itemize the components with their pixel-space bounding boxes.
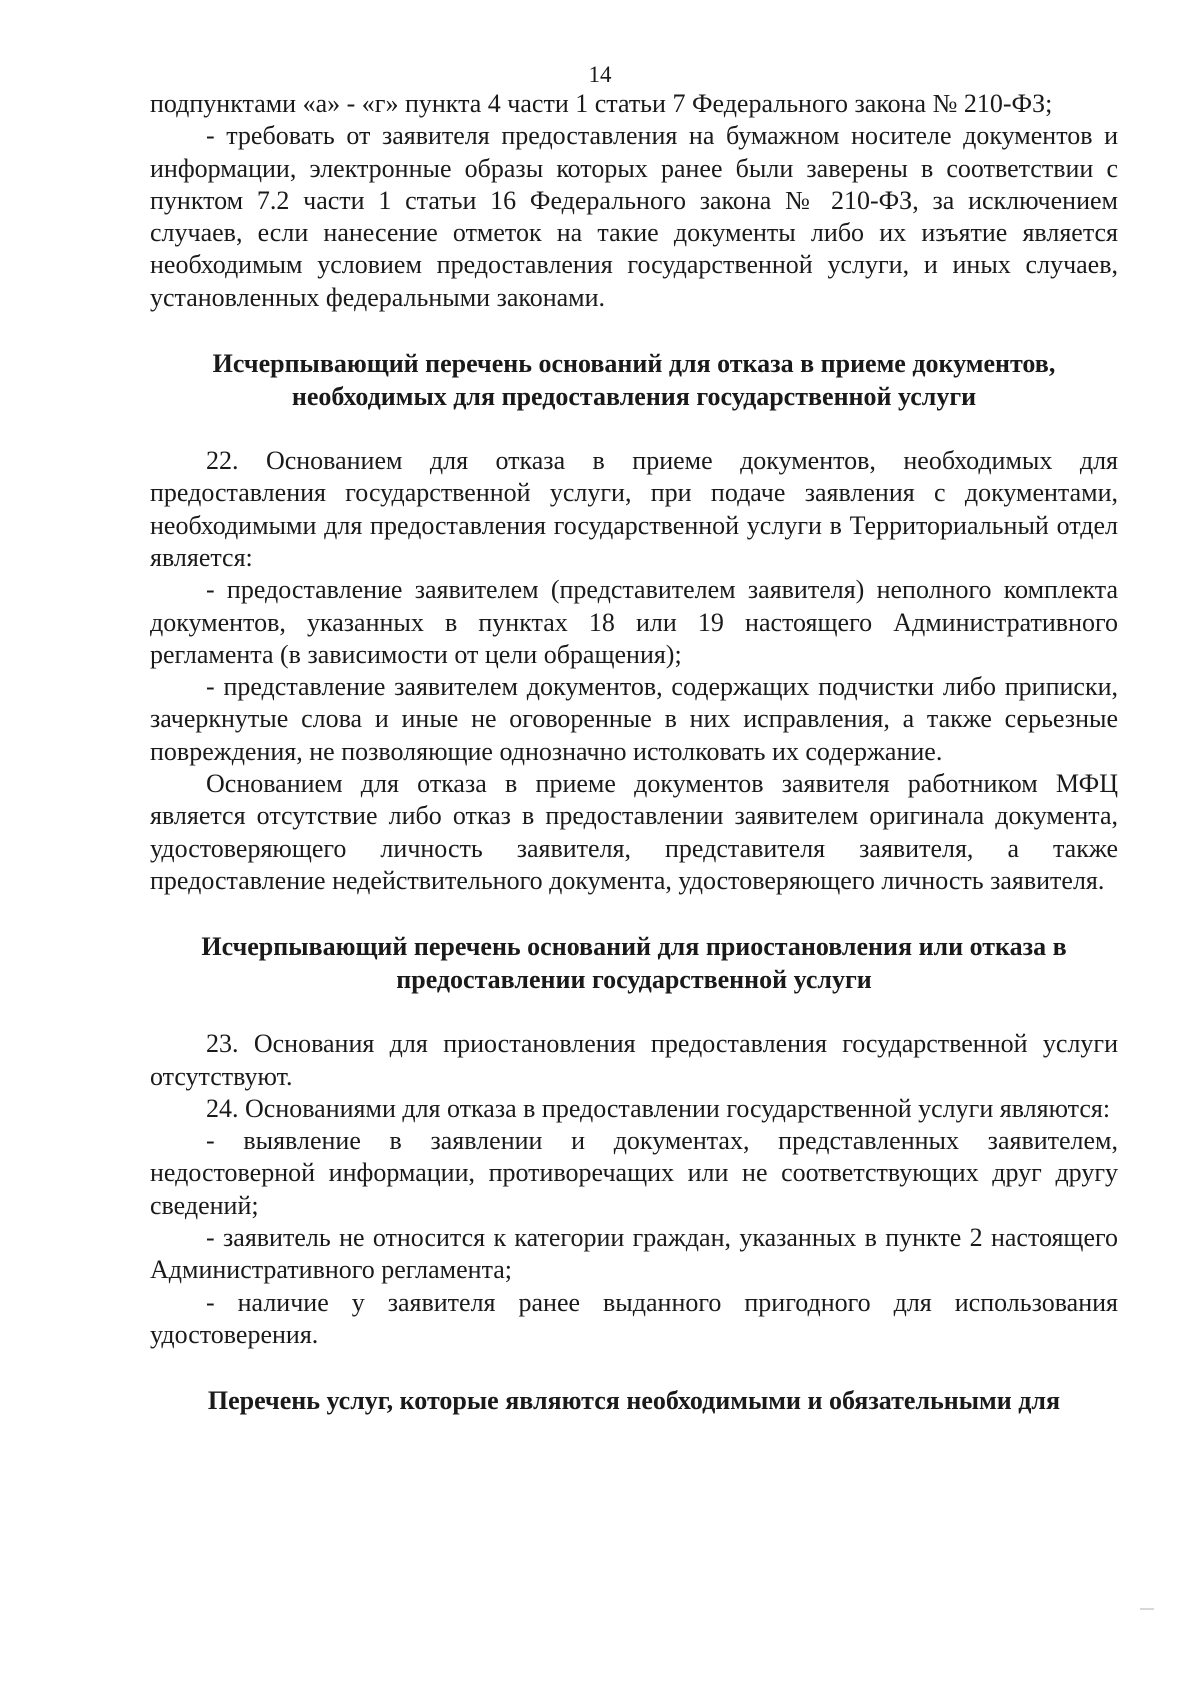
- paragraph: - представление заявителем документов, содержащих подчистки либо приписки, зачеркнутые слова и иные не оговоренные в них исправления, а также серьезные повреждения, не позволяющие однозначно истолковать их содержание.: [150, 672, 1118, 766]
- paragraph: подпунктами «а» - «г» пункта 4 части 1 статьи 7 Федерального закона № 210-ФЗ;: [150, 89, 1053, 118]
- scan-artifact: [1140, 1608, 1154, 1610]
- paragraph: - предоставление заявителем (представителем заявителя) неполного комплекта документов, указанных в пунктах 18 или 19 настоящего Административного регламента (в зависимости от цели обращения);: [150, 575, 1118, 669]
- paragraph: 24. Основаниями для отказа в предоставлении государственной услуги являются:: [206, 1093, 1111, 1123]
- paragraph: - заявитель не относится к категории граждан, указанных в пункте 2 настоящего Административного регламента;: [150, 1223, 1118, 1285]
- paragraph: - наличие у заявителя ранее выданного пригодного для использования удостоверения.: [150, 1287, 1118, 1349]
- paragraph: - требовать от заявителя предоставления на бумажном носителе документов и информации, электронные образы которых ранее были заверены в соответствии с пунктом 7.2 части 1 статьи 16 Федерального закона № 210-ФЗ, за исключением случаев, если нанесение отметок на такие документы либо их изъятие является необходимым условием предоставления государственной услуги, и иных случаев, установленных федеральными законами.: [150, 121, 1118, 312]
- section-heading: Исчерпывающий перечень оснований для отказа в приеме документов, необходимых для предоставления государственной услуги: [212, 349, 1056, 412]
- paragraph: Основанием для отказа в приеме документов заявителя работником МФЦ является отсутствие либо отказ в предоставлении заявителем оригинала документа, удостоверяющего личность заявителя, представителя заявителя, а также предоставление недействительного документа, удостоверяющего личность заявителя.: [150, 769, 1118, 895]
- section-heading: Исчерпывающий перечень оснований для приостановления или отказа в предоставлении государственной услуги: [201, 932, 1067, 995]
- section-heading: Перечень услуг, которые являются необходимыми и обязательными для: [207, 1386, 1061, 1416]
- paragraph: - выявление в заявлении и документах, представленных заявителем, недостоверной информации, противоречащих или не соответствующих друг другу сведений;: [150, 1126, 1118, 1220]
- paragraph: 22. Основанием для отказа в приеме документов, необходимых для предоставления государственной услуги, при подаче заявления с документами, необходимыми для предоставления государственной услуги в Территориальный отдел является:: [150, 446, 1118, 572]
- document-body: [150, 88, 1118, 1417]
- paragraph: 23. Основания для приостановления предоставления государственной услуги отсутствуют.: [150, 1029, 1118, 1091]
- page-number: 14: [588, 62, 612, 87]
